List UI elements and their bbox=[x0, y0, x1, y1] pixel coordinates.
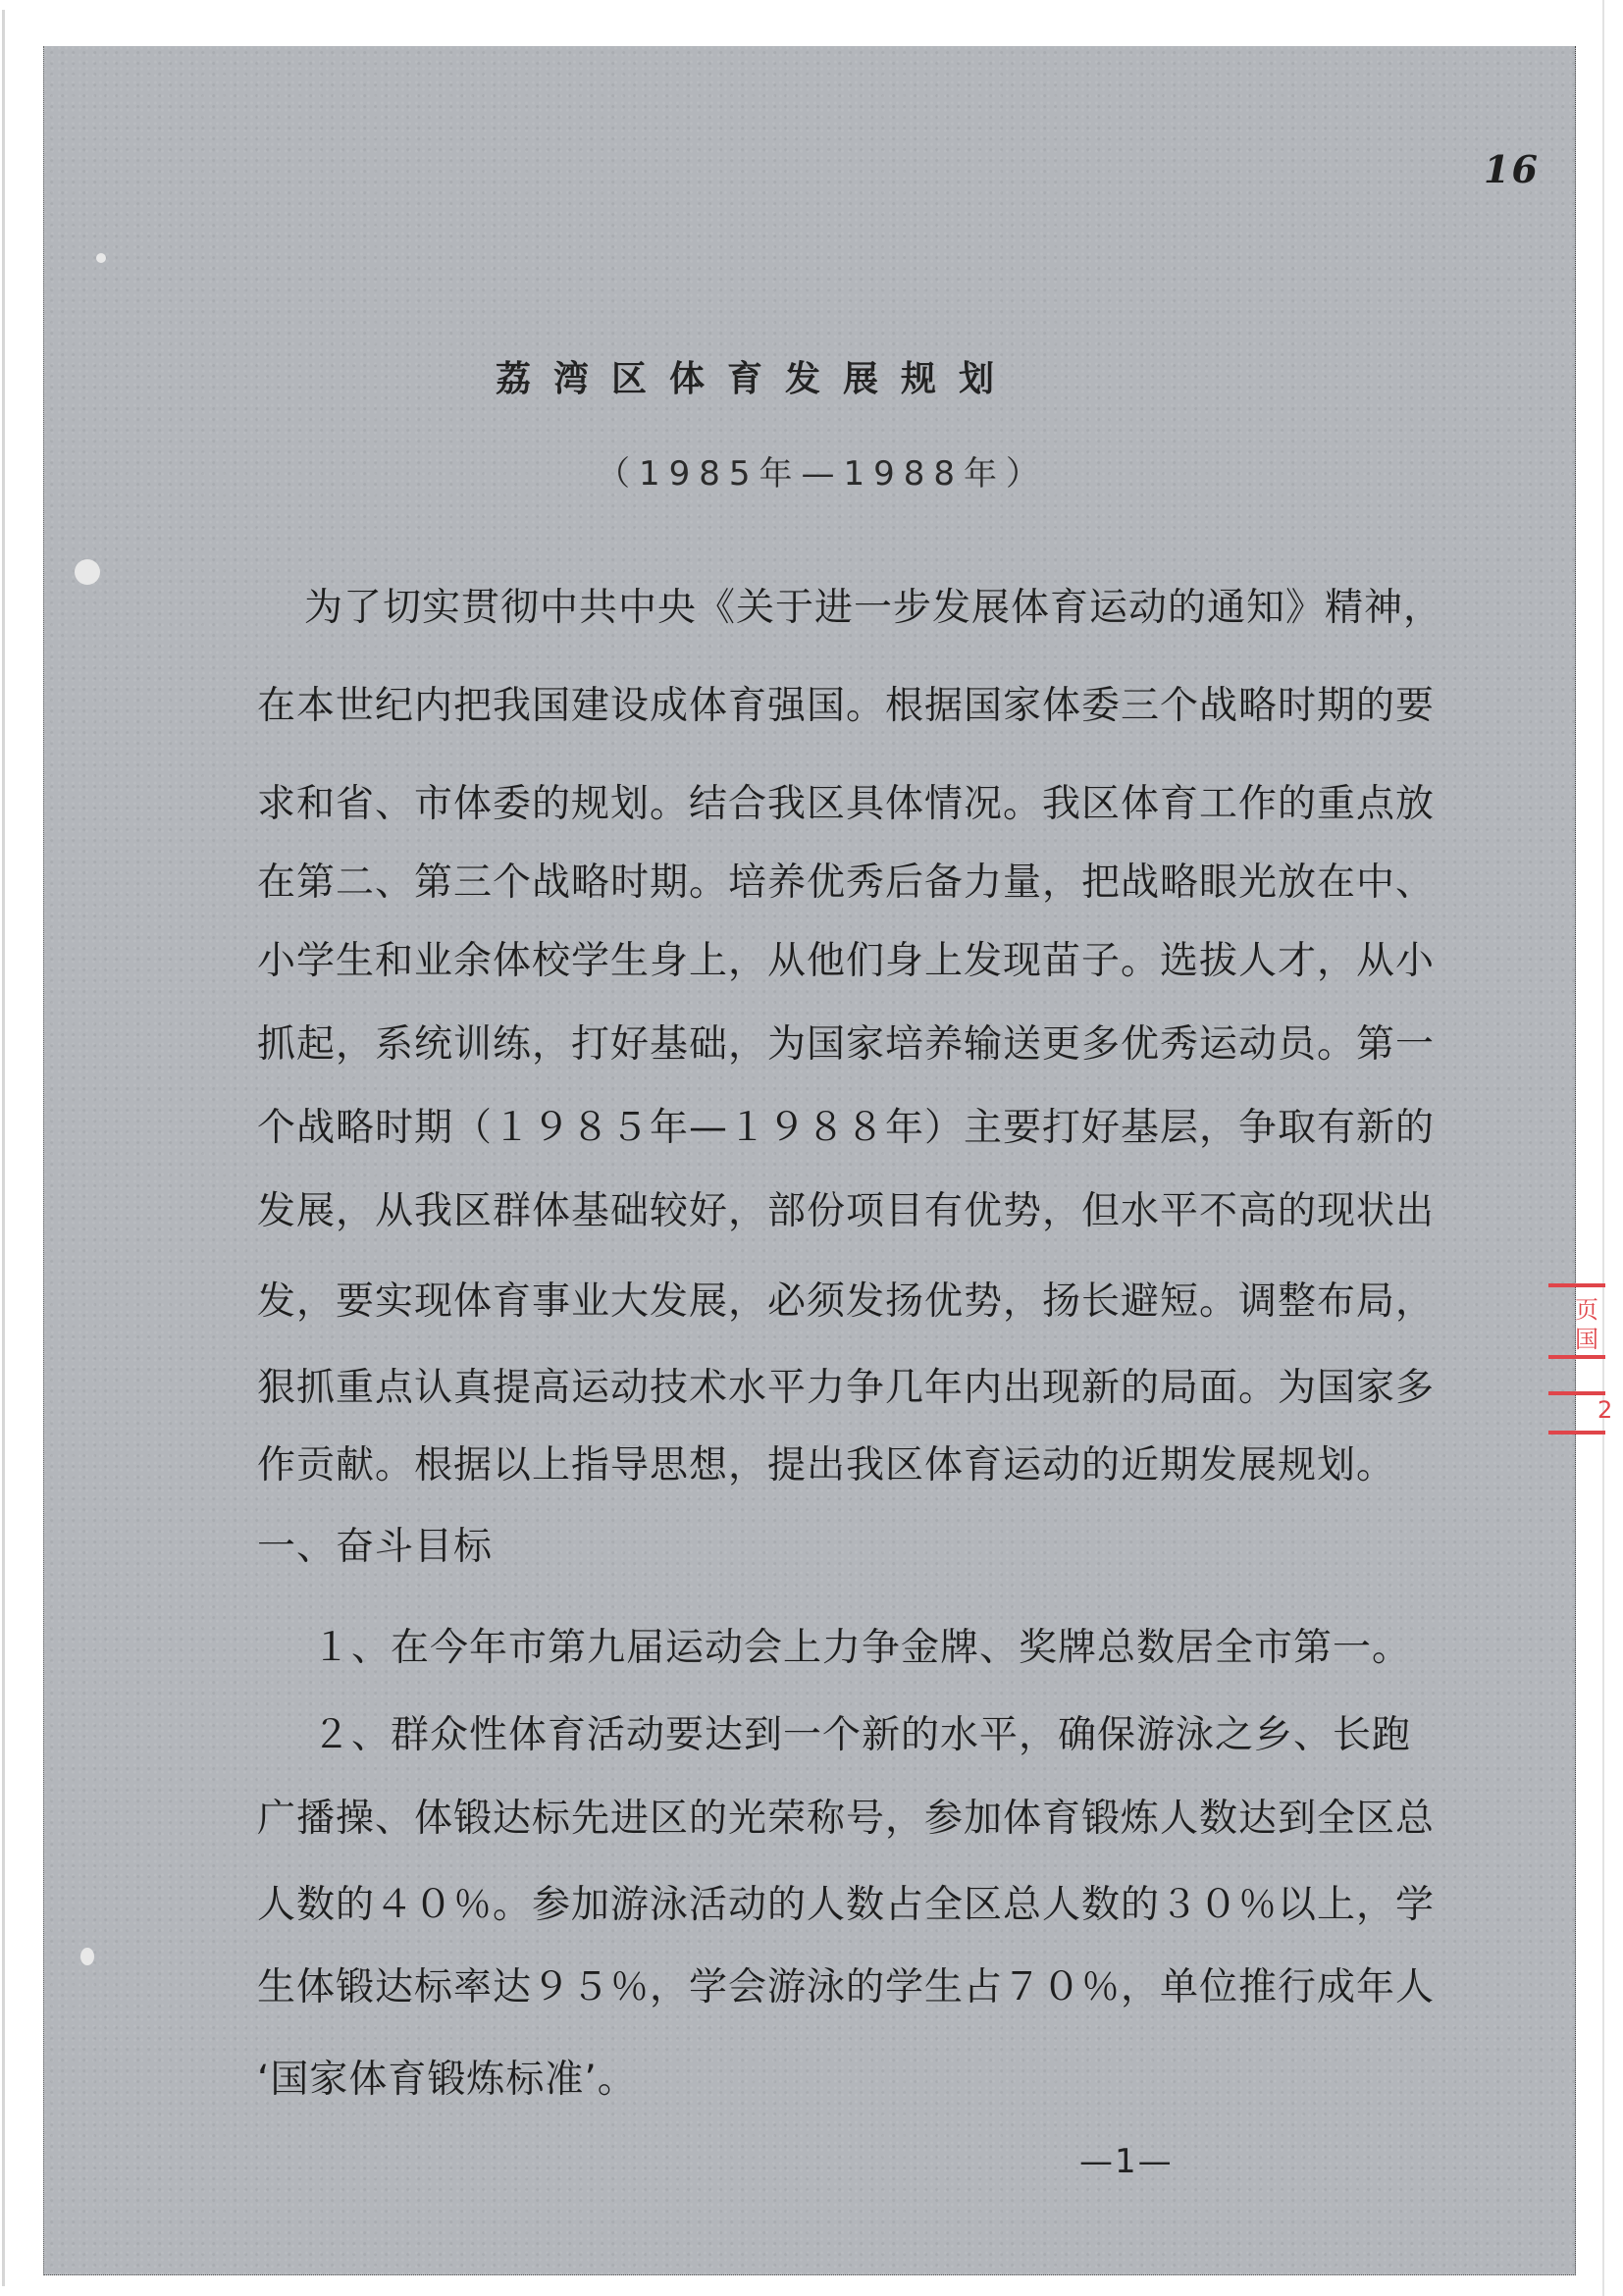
goal-line: １、在今年市第九届运动会上力争金牌、奖牌总数居全市第一。 bbox=[312, 1626, 1412, 1670]
punch-hole-mark bbox=[80, 1948, 94, 1965]
goal-line: 生体锻达标率达９５％，学会游泳的学生占７０％，单位推行成年人 bbox=[257, 1965, 1436, 2009]
stamp-char: 国 bbox=[1575, 1326, 1598, 1353]
paragraph-line: 抓起，系统训练，打好基础，为国家培养输送更多优秀运动员。第一 bbox=[257, 1022, 1436, 1067]
document-subtitle: （1985年—1988年） bbox=[597, 454, 1049, 494]
punch-hole-mark bbox=[75, 559, 100, 585]
punch-hole-mark bbox=[96, 253, 106, 263]
stamp-char: 页 bbox=[1575, 1296, 1598, 1324]
section-heading: 一、奋斗目标 bbox=[257, 1525, 494, 1569]
paragraph-line: 在本世纪内把我国建设成体育强国。根据国家体委三个战略时期的要 bbox=[257, 684, 1436, 728]
goal-line: ２、群众性体育活动要达到一个新的水平，确保游泳之乡、长跑 bbox=[312, 1713, 1412, 1757]
archive-page-number: 16 bbox=[1484, 147, 1540, 191]
goal-line: 人数的４０％。参加游泳活动的人数占全区总人数的３０％以上，学 bbox=[257, 1883, 1436, 1927]
paragraph-line: 发展，从我区群体基础较好，部份项目有优势，但水平不高的现状出 bbox=[257, 1189, 1436, 1233]
scan-edge-right bbox=[1602, 0, 1604, 2296]
paragraph-line: 个战略时期（１９８５年—１９８８年）主要打好基层，争取有新的 bbox=[257, 1106, 1436, 1150]
paragraph-line: 为了切实贯彻中共中央《关于进一步发展体育运动的通知》精神， bbox=[304, 586, 1443, 630]
stamp-char: 2 bbox=[1597, 1396, 1613, 1424]
paragraph-line: 求和省、市体委的规划。结合我区具体情况。我区体育工作的重点放 bbox=[257, 782, 1436, 826]
footer-page-number: —1— bbox=[1079, 2142, 1174, 2181]
goal-line: ‘国家体育锻炼标准’。 bbox=[257, 2058, 637, 2102]
paragraph-line: 发，要实现体育事业大发展，必须发扬优势，扬长避短。调整布局， bbox=[257, 1279, 1436, 1324]
paragraph-line: 狠抓重点认真提高运动技术水平力争几年内出现新的局面。为国家多 bbox=[257, 1366, 1436, 1410]
paragraph-line: 小学生和业余体校学生身上，从他们身上发现苗子。选拔人才，从小 bbox=[257, 939, 1436, 983]
archive-stamp bbox=[1548, 1278, 1623, 1424]
paragraph-line: 在第二、第三个战略时期。培养优秀后备力量，把战略眼光放在中、 bbox=[257, 861, 1436, 905]
document-title: 荔湾区体育发展规划 bbox=[496, 359, 1018, 399]
paragraph-line: 作贡献。根据以上指导思想，提出我区体育运动的近期发展规划。 bbox=[257, 1443, 1396, 1487]
goal-line: 广播操、体锻达标先进区的光荣称号，参加体育锻炼人数达到全区总 bbox=[257, 1797, 1436, 1841]
scan-edge-left bbox=[2, 10, 5, 2286]
